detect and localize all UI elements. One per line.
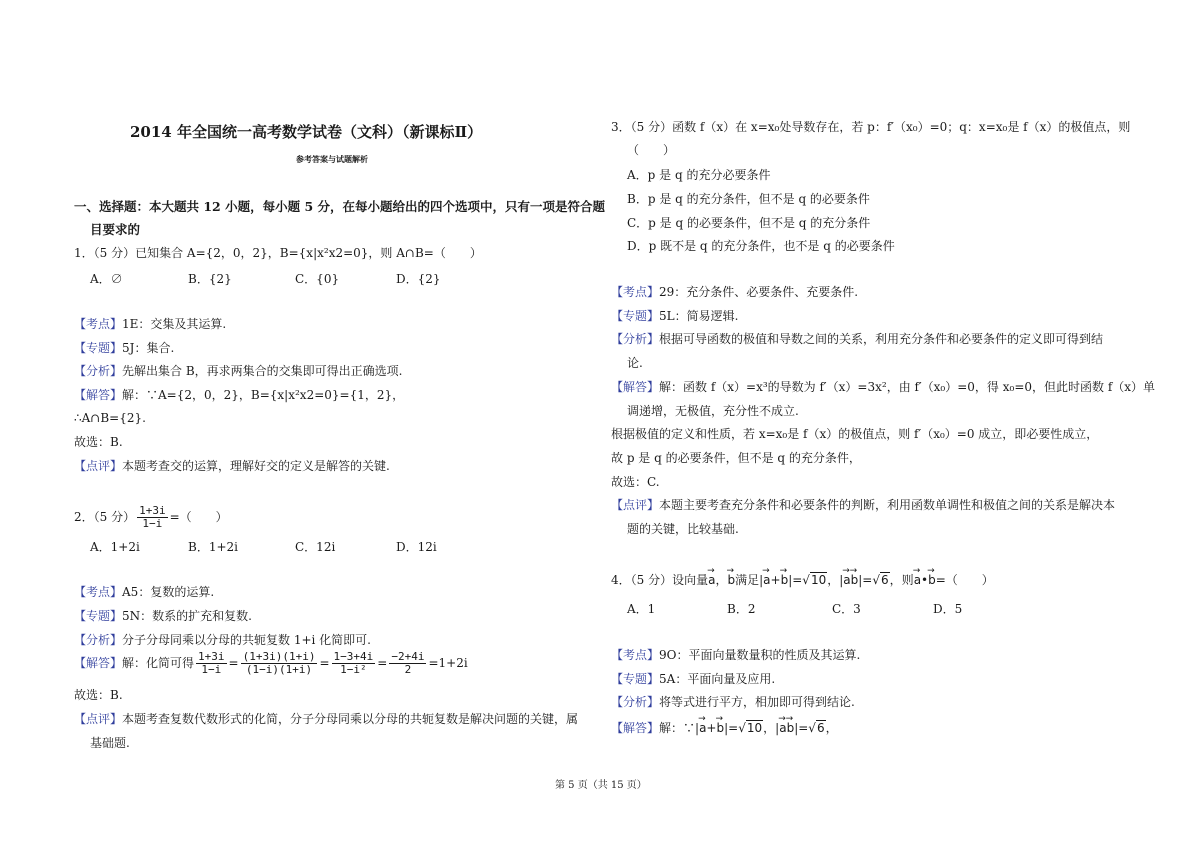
- vector-b: → b: [781, 572, 789, 588]
- q2-zhuanti: [74, 608, 252, 624]
- vector-b: → b: [716, 720, 724, 736]
- kaodian-tag: 【考点】: [611, 285, 660, 299]
- q2-jieda-prefix: 解：化简可得: [122, 656, 195, 670]
- q4-option-b: B．2: [727, 602, 756, 616]
- sqrt-10: √10: [738, 721, 763, 735]
- vector-a: → a: [699, 720, 706, 736]
- q3-dianping: [611, 497, 1115, 513]
- q4-option-d: D．5: [933, 602, 963, 616]
- q2-zhuanti-text: 5N：数系的扩充和复数.: [122, 609, 252, 623]
- zhuanti-tag: 【专题】: [74, 341, 123, 355]
- sqrt-radicand: 6: [881, 573, 889, 587]
- q2-fraction: [137, 505, 168, 530]
- frac-den: (1−i)(1+i): [245, 663, 313, 676]
- q2-dianping: [74, 711, 578, 727]
- q2-fenxi-text: 分子分母同乘以分母的共轭复数 1+i 化简即可.: [122, 633, 371, 647]
- jieda-tag: 【解答】: [74, 388, 123, 402]
- q4-fenxi: [611, 694, 855, 710]
- vector-b: → b: [851, 572, 859, 588]
- q4-plus: +: [770, 573, 781, 587]
- q2-option-a: A．1+2i: [90, 540, 140, 554]
- q2-stem-prefix: 2．（5 分）: [74, 510, 136, 524]
- page-number: 第 5 页（共 15 页）: [555, 780, 647, 791]
- sqrt-radicand: 6: [816, 721, 825, 735]
- q1-choice: 故选：B.: [74, 435, 123, 449]
- q2-kaodian-text: A5：复数的运算.: [122, 585, 215, 599]
- q3-jieda-4: 故 p 是 q 的必要条件，但不是 q 的充分条件，: [611, 451, 861, 465]
- q3-kaodian-text: 29：充分条件、必要条件、充要条件.: [659, 285, 859, 299]
- dianping-tag: 【点评】: [74, 712, 123, 726]
- zhuanti-tag: 【专题】: [74, 609, 123, 623]
- vector-b: → b: [727, 572, 735, 588]
- q3-zhuanti: [611, 308, 738, 324]
- sqrt-10: √10: [802, 573, 827, 587]
- jieda-tag: 【解答】: [611, 721, 660, 735]
- vector-a: → a: [779, 720, 786, 736]
- q4-then: ，则: [889, 573, 914, 587]
- q3-dianping-text: 本题主要考查充分条件和必要条件的判断，利用函数单调性和极值之间的关系是解决本: [659, 498, 1116, 512]
- q3-stem-2: （ ）: [627, 143, 676, 157]
- zhuanti-tag: 【专题】: [611, 672, 660, 686]
- q2-stem-suffix: =（ ）: [169, 510, 228, 524]
- q2-dianping-2: 基础题.: [90, 736, 130, 750]
- q2-jieda-frac1: [196, 651, 227, 676]
- q4-stem-mid: 满足|: [735, 573, 764, 587]
- q1-fenxi: [74, 363, 402, 379]
- frac-num: (1+3i)(1+i): [242, 650, 316, 663]
- q2-kaodian: [74, 584, 214, 600]
- q4-stem-prefix: 4．（5 分）设向量: [611, 573, 709, 587]
- q1-stem: 1．（5 分）已知集合 A={2，0，2}，B={x|x²x2=0}，则 A∩B=（ ）: [74, 246, 482, 260]
- q4-plus: +: [706, 721, 717, 735]
- q1-option-a: A．∅: [90, 272, 123, 286]
- q2-jieda-frac3: [332, 651, 376, 676]
- q3-option-a: A．p 是 q 的充分必要条件: [627, 168, 771, 182]
- q3-option-b: B．p 是 q 的充分条件，但不是 q 的必要条件: [627, 192, 870, 206]
- dot-operator: •: [921, 573, 929, 587]
- q1-zhuanti-text: 5J：集合.: [122, 341, 175, 355]
- sqrt-6: √6: [872, 573, 889, 587]
- q2-fenxi: [74, 632, 371, 648]
- zhuanti-tag: 【专题】: [611, 309, 660, 323]
- vector-a: → a: [914, 572, 921, 588]
- q1-jieda-text: 解：∵A={2，0，2}，B={x|x²x2=0}={1，2}，: [122, 388, 405, 402]
- q2-option-b: B．1+2i: [188, 540, 238, 554]
- q1-kaodian-text: 1E：交集及其运算.: [122, 317, 227, 331]
- q4-stem: 4．（5 分）设向量→ a，→ b满足|→ a+→ b|=√10，|→ a→ b|=√6，则→ a•→ b=（ ）: [611, 572, 994, 588]
- q2-stem: [74, 502, 228, 532]
- fenxi-tag: 【分析】: [74, 364, 123, 378]
- frac-den: 2: [404, 663, 412, 676]
- q1-jieda: [74, 387, 404, 403]
- q1-option-b: B．{2}: [188, 272, 232, 286]
- q1-option-c: C．{0}: [295, 272, 340, 286]
- q3-jieda-text: 解：函数 f（x）=x³的导数为 f′（x）=3x²，由 f′（x₀）=0，得 x₀=0，但此时函数 f（x）单: [659, 380, 1156, 394]
- kaodian-tag: 【考点】: [74, 585, 123, 599]
- q4-kaodian: [611, 647, 860, 663]
- q3-fenxi-2: 论.: [627, 356, 643, 370]
- q3-choice: 故选：C.: [611, 475, 660, 489]
- q1-fenxi-text: 先解出集合 B，再求两集合的交集即可得出正确选项.: [122, 364, 403, 378]
- q1-dianping: [74, 458, 390, 474]
- q2-jieda-result: =1+2i: [428, 656, 468, 670]
- sqrt-radicand: 10: [810, 573, 827, 587]
- vector-a: → a: [843, 572, 850, 588]
- frac-den: 1−i: [201, 663, 222, 676]
- q2-frac-den: 1−i: [142, 517, 163, 530]
- vector-a: → a: [708, 572, 715, 588]
- q3-fenxi-text: 根据可导函数的极值和导数之间的关系，利用充分条件和必要条件的定义即可得到结: [659, 332, 1104, 346]
- vector-b: → b: [928, 572, 936, 588]
- q3-jieda-2: 调递增，无极值，充分性不成立.: [627, 404, 799, 418]
- q1-dianping-text: 本题考查交的运算，理解好交的定义是解答的关键.: [122, 459, 390, 473]
- q3-zhuanti-text: 5L：简易逻辑.: [659, 309, 739, 323]
- q4-stem-suffix: =（ ）: [935, 573, 994, 587]
- fenxi-tag: 【分析】: [74, 633, 123, 647]
- q4-option-a: A．1: [627, 602, 656, 616]
- q3-jieda-3: 根据极值的定义和性质，若 x=x₀是 f（x）的极值点，则 f′（x₀）=0 成立，即必要性成立，: [611, 427, 1099, 441]
- q4-option-c: C．3: [832, 602, 861, 616]
- frac-num: 1−3+4i: [333, 650, 374, 663]
- q4-zhuanti-text: 5A：平面向量及应用.: [659, 672, 776, 686]
- q2-option-d: D．12i: [396, 540, 437, 554]
- sqrt-6: √6: [808, 721, 825, 735]
- q4-zhuanti: [611, 671, 775, 687]
- q1-zhuanti: [74, 340, 174, 356]
- section-heading-line1: 一、选择题：本大题共 12 小题，每小题 5 分，在每小题给出的四个选项中，只有一项是符合题: [74, 199, 606, 214]
- q3-jieda: [611, 379, 1155, 395]
- fenxi-tag: 【分析】: [611, 695, 660, 709]
- q1-jieda-2: ∴A∩B={2}.: [74, 411, 146, 425]
- q2-option-c: C．12i: [295, 540, 336, 554]
- q4-jieda: 【解答】解：∵|→ a+→ b|=√10，|→ a→ b|=√6，: [611, 720, 838, 736]
- q3-option-c: C．p 是 q 的必要条件，但不是 q 的充分条件: [627, 216, 871, 230]
- dianping-tag: 【点评】: [611, 498, 660, 512]
- q4-fenxi-text: 将等式进行平方，相加即可得到结论.: [659, 695, 855, 709]
- q3-kaodian: [611, 284, 858, 300]
- page-title: 2014 年全国统一高考数学试卷（文科）（新课标Ⅱ）: [130, 123, 483, 141]
- q2-frac-num: 1+3i: [139, 504, 166, 517]
- frac-num: 1+3i: [198, 650, 225, 663]
- kaodian-tag: 【考点】: [74, 317, 123, 331]
- jieda-tag: 【解答】: [74, 656, 123, 670]
- section-heading-line2: 目要求的: [90, 222, 141, 237]
- frac-den: 1−i²: [340, 663, 367, 676]
- q1-option-d: D．{2}: [396, 272, 441, 286]
- jieda-tag: 【解答】: [611, 380, 660, 394]
- q4-jieda-prefix: 解：∵|: [659, 721, 700, 735]
- frac-num: −2+4i: [391, 650, 425, 663]
- page-subtitle: 参考答案与试题解析: [296, 154, 368, 164]
- q3-fenxi: [611, 331, 1103, 347]
- q1-kaodian: [74, 316, 226, 332]
- q3-stem-1: 3．（5 分）函数 f（x）在 x=x₀处导数存在，若 p：f′（x₀）=0；q：x=x₀是 f（x）的极值点，则: [611, 120, 1131, 134]
- q2-jieda: 【解答】解：化简可得 $\frac{1+3i}{1-i}$ = $\frac{(1+3i)(1+i)}{(1-i)(1+i)}$ = $\frac{1-3+4i}{\text{1−i²}}$ = $\frac{-2+4i}{2}$ =1+2i: [74, 650, 468, 676]
- q2-jieda-frac2: [241, 651, 318, 676]
- vector-a: → a: [763, 572, 770, 588]
- q2-choice: 故选：B.: [74, 688, 123, 702]
- dianping-tag: 【点评】: [74, 459, 123, 473]
- sqrt-radicand: 10: [746, 721, 763, 735]
- kaodian-tag: 【考点】: [611, 648, 660, 662]
- fenxi-tag: 【分析】: [611, 332, 660, 346]
- q3-dianping-2: 题的关键，比较基础.: [627, 522, 739, 536]
- q2-dianping-text: 本题考查复数代数形式的化简，分子分母同乘以分母的共轭复数是解决问题的关键，属: [122, 712, 579, 726]
- q3-option-d: D．p 既不是 q 的充分条件，也不是 q 的必要条件: [627, 239, 895, 253]
- q4-kaodian-text: 9O：平面向量数量积的性质及其运算.: [659, 648, 861, 662]
- q2-jieda-frac4: [389, 651, 426, 676]
- vector-b: → b: [787, 720, 795, 736]
